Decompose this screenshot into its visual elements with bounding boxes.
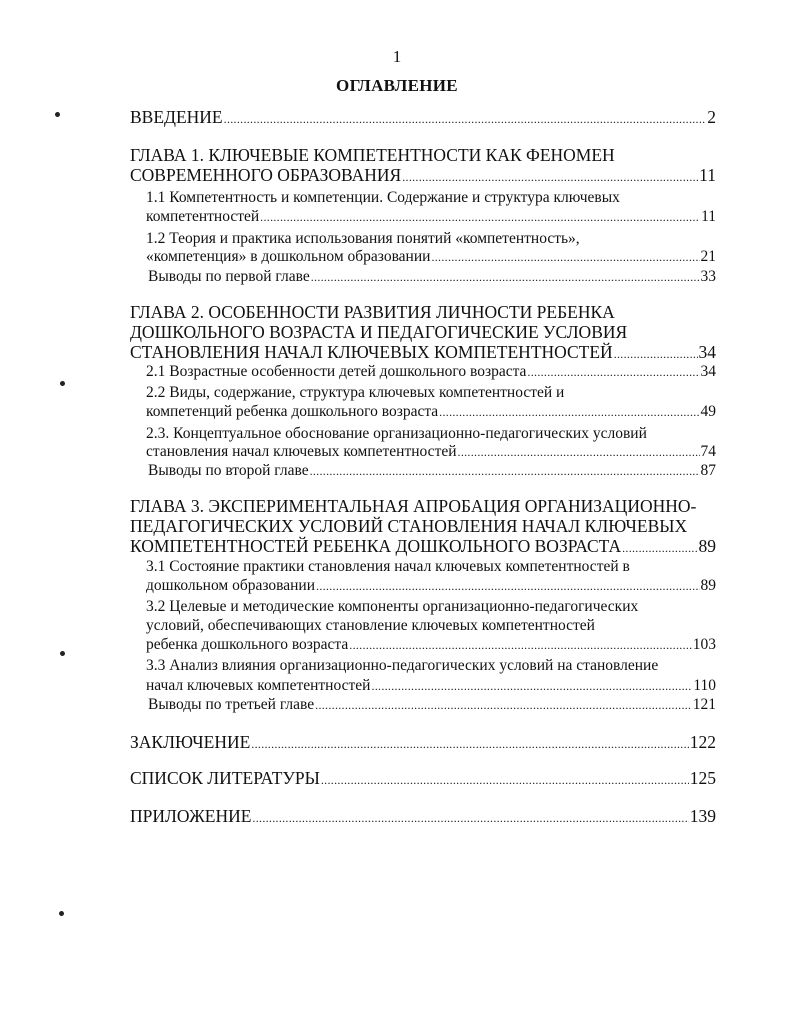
chapter-3-conclusion[interactable]	[148, 695, 716, 715]
section-3-2-line[interactable]	[146, 616, 716, 636]
toc-page-number: 11	[699, 165, 716, 185]
section-text: 1.2 Теория и практика использования понятий «компетентность»,	[146, 230, 580, 247]
toc-page-number: 49	[700, 403, 716, 420]
conclusion-text: Выводы по третьей главе	[148, 696, 315, 713]
section-text: 2.1 Возрастные особенности детей дошкольного возраста	[146, 363, 527, 380]
section-2-3-line[interactable]	[146, 424, 716, 444]
toc-page-number: 110	[693, 677, 716, 694]
section-text: 2.2 Виды, содержание, структура ключевых компетентностей и	[146, 384, 565, 401]
section-text: становления начал ключевых компетентностей	[146, 443, 457, 460]
chapter-heading-text: ГЛАВА 3. ЭКСПЕРИМЕНТАЛЬНАЯ АПРОБАЦИЯ ОРГАНИЗАЦИОННО-	[130, 496, 697, 516]
dot-leader	[224, 107, 707, 130]
section-text: условий, обеспечивающих становление ключевых компетентностей	[146, 617, 595, 634]
chapter-2-conclusion[interactable]	[148, 461, 716, 481]
dot-leader	[315, 695, 692, 715]
chapter-1-heading-line[interactable]	[130, 145, 716, 166]
scan-speck	[59, 380, 65, 386]
dot-leader	[622, 536, 697, 559]
toc-page-number: 74	[700, 443, 716, 460]
toc-entry-text: ПРИЛОЖЕНИЕ	[130, 806, 252, 826]
dot-leader	[439, 402, 699, 422]
toc-page-number: 2	[707, 107, 716, 127]
section-1-2-line[interactable]	[146, 229, 716, 249]
section-text: дошкольном образовании	[146, 577, 316, 594]
scan-speck	[54, 111, 60, 117]
section-3-3-line[interactable]	[146, 676, 716, 696]
scan-speck	[59, 650, 65, 656]
dot-leader	[251, 732, 688, 755]
chapter-2-heading-line[interactable]	[130, 342, 716, 363]
chapter-3-heading-line[interactable]	[130, 516, 716, 537]
toc-title: ОГЛАВЛЕНИЕ	[336, 76, 458, 95]
toc-entry-text: СПИСОК ЛИТЕРАТУРЫ	[130, 768, 320, 788]
section-text: ребенка дошкольного возраста	[146, 636, 349, 653]
chapter-2-heading-line[interactable]	[130, 302, 716, 323]
section-text: 1.1 Компетентность и компетенции. Содержание и структура ключевых	[146, 189, 620, 206]
dot-leader	[252, 806, 688, 829]
chapter-heading-text: ГЛАВА 1. КЛЮЧЕВЫЕ КОМПЕТЕНТНОСТИ КАК ФЕНОМЕН	[130, 145, 615, 165]
section-3-1-line[interactable]	[146, 557, 716, 577]
section-text: 2.3. Концептуальное обоснование организационно-педагогических условий	[146, 425, 647, 442]
conclusion-text: Выводы по второй главе	[148, 462, 309, 479]
chapter-3-heading-line[interactable]	[130, 536, 716, 557]
section-text: «компетенция» в дошкольном образовании	[146, 248, 431, 265]
chapter-heading-text: ГЛАВА 2. ОСОБЕННОСТИ РАЗВИТИЯ ЛИЧНОСТИ РЕБЕНКА	[130, 302, 615, 322]
section-text: компетенций ребенка дошкольного возраста	[146, 403, 439, 420]
conclusion-text: Выводы по первой главе	[148, 268, 310, 285]
section-2-3-line[interactable]	[146, 442, 716, 462]
dot-leader	[349, 635, 691, 655]
chapter-3-heading-line[interactable]	[130, 496, 716, 517]
section-3-2-line[interactable]	[146, 597, 716, 617]
toc-page-number: 89	[700, 577, 716, 594]
toc-page-number: 33	[700, 268, 716, 285]
section-1-1-line[interactable]	[146, 188, 716, 208]
toc-page-number: 87	[700, 462, 716, 479]
toc-page-number: 122	[689, 732, 716, 752]
section-1-2-line[interactable]	[146, 247, 716, 267]
toc-page-number: 11	[701, 208, 716, 225]
chapter-heading-text: СОВРЕМЕННОГО ОБРАЗОВАНИЯ	[130, 165, 402, 185]
section-3-1-line[interactable]	[146, 576, 716, 596]
dot-leader	[316, 576, 699, 596]
section-2-1-line[interactable]	[146, 362, 716, 382]
toc-entry-references[interactable]	[130, 768, 716, 789]
section-text: 3.2 Целевые и методические компоненты организационно-педагогических	[146, 598, 639, 615]
section-text: 3.3 Анализ влияния организационно-педагогических условий на становление	[146, 657, 659, 674]
dot-leader	[431, 247, 699, 267]
section-text: компетентностей	[146, 208, 260, 225]
toc-page-number: 139	[689, 806, 716, 826]
section-text: начал ключевых компетентностей	[146, 677, 371, 694]
chapter-heading-text: ПЕДАГОГИЧЕСКИХ УСЛОВИЙ СТАНОВЛЕНИЯ НАЧАЛ КЛЮЧЕВЫХ	[130, 516, 688, 536]
section-2-2-line[interactable]	[146, 402, 716, 422]
dot-leader	[311, 267, 700, 287]
chapter-heading-text: ДОШКОЛЬНОГО ВОЗРАСТА И ПЕДАГОГИЧЕСКИЕ УСЛОВИЯ	[130, 322, 628, 342]
section-1-1-line[interactable]	[146, 207, 716, 227]
dot-leader	[402, 165, 698, 188]
toc-page-number: 34	[698, 342, 716, 362]
chapter-1-heading-line[interactable]	[130, 165, 716, 186]
dot-leader	[458, 442, 700, 462]
page-number: 1	[392, 47, 402, 66]
toc-page-number: 125	[689, 768, 716, 788]
toc-page-number: 121	[692, 696, 716, 713]
toc-entry-appendix[interactable]	[130, 806, 716, 827]
toc-page-number: 89	[698, 536, 716, 556]
dot-leader	[371, 676, 692, 696]
toc-page-number: 34	[700, 363, 716, 380]
toc-entry-intro[interactable]	[130, 107, 716, 128]
section-3-2-line[interactable]	[146, 635, 716, 655]
toc-page-number: 103	[692, 636, 716, 653]
dot-leader	[527, 362, 699, 382]
toc-entry-conclusion[interactable]	[130, 732, 716, 753]
chapter-heading-text: КОМПЕТЕНТНОСТЕЙ РЕБЕНКА ДОШКОЛЬНОГО ВОЗРАСТА	[130, 536, 622, 556]
chapter-1-conclusion[interactable]	[148, 267, 716, 287]
dot-leader	[321, 768, 689, 791]
section-3-3-line[interactable]	[146, 656, 716, 676]
scan-speck	[58, 910, 64, 916]
chapter-heading-text: СТАНОВЛЕНИЯ НАЧАЛ КЛЮЧЕВЫХ КОМПЕТЕНТНОСТЕЙ	[130, 342, 613, 362]
dot-leader	[260, 207, 700, 227]
toc-page-number: 21	[700, 248, 716, 265]
toc-entry-text: ЗАКЛЮЧЕНИЕ	[130, 732, 251, 752]
section-2-2-line[interactable]	[146, 383, 716, 403]
dot-leader	[310, 461, 700, 481]
chapter-2-heading-line[interactable]	[130, 322, 716, 343]
toc-entry-text: ВВЕДЕНИЕ	[130, 107, 223, 127]
section-text: 3.1 Состояние практики становления начал ключевых компетентностей в	[146, 558, 630, 575]
